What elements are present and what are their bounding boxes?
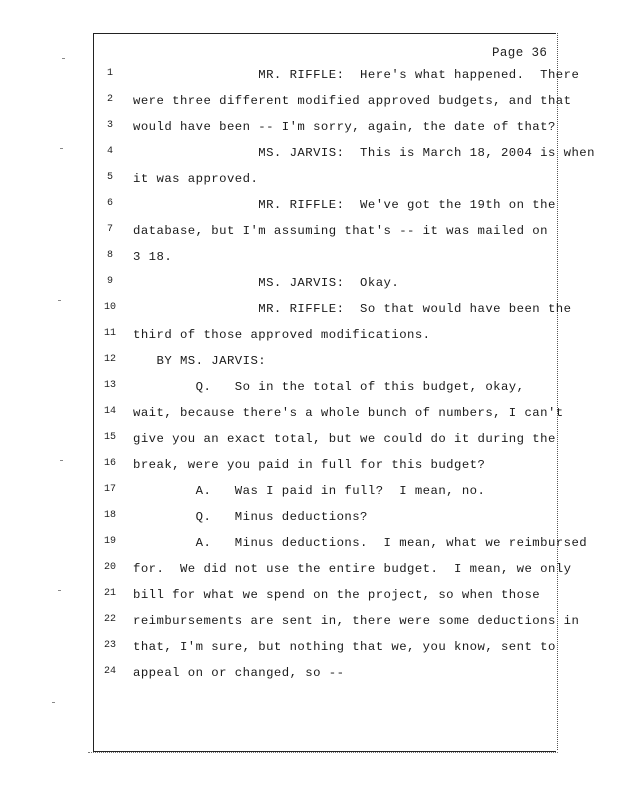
transcript-line: it was approved. — [133, 172, 259, 186]
scan-speck — [62, 58, 65, 59]
line-number: 19 — [103, 536, 116, 547]
line-number: 12 — [103, 354, 116, 365]
transcript-line: A. Minus deductions. I mean, what we reimbursed — [133, 536, 588, 550]
scan-speck — [58, 590, 61, 591]
transcript-line: for. We did not use the entire budget. I mean, we only — [133, 562, 572, 576]
transcript-line: MR. RIFFLE: Here's what happened. There — [133, 68, 580, 82]
page-bottom-edge — [88, 752, 558, 753]
line-number: 7 — [106, 224, 113, 235]
line-number: 14 — [103, 406, 116, 417]
scan-speck — [60, 148, 63, 149]
transcript-line: Q. Minus deductions? — [133, 510, 368, 524]
line-number: 21 — [103, 588, 116, 599]
line-number: 15 — [103, 432, 116, 443]
scan-speck — [58, 300, 61, 301]
line-number: 13 — [103, 380, 116, 391]
line-number: 2 — [106, 94, 113, 105]
transcript-line: third of those approved modifications. — [133, 328, 431, 342]
transcript-line: database, but I'm assuming that's -- it was mailed on — [133, 224, 548, 238]
transcript-line: break, were you paid in full for this budget? — [133, 458, 486, 472]
transcript-line: wait, because there's a whole bunch of numbers, I can't — [133, 406, 564, 420]
transcript-line: Q. So in the total of this budget, okay, — [133, 380, 525, 394]
line-number: 20 — [103, 562, 116, 573]
line-number: 17 — [103, 484, 116, 495]
line-number: 3 — [106, 120, 113, 131]
line-number: 4 — [106, 146, 113, 157]
transcript-line: bill for what we spend on the project, so when those — [133, 588, 541, 602]
transcript-line: would have been -- I'm sorry, again, the date of that? — [133, 120, 556, 134]
page-number: Page 36 — [492, 46, 548, 60]
line-number: 8 — [106, 250, 113, 261]
transcript-line: 3 18. — [133, 250, 173, 264]
transcript-line: A. Was I paid in full? I mean, no. — [133, 484, 486, 498]
line-number: 23 — [103, 640, 116, 651]
transcript-line: MR. RIFFLE: So that would have been the — [133, 302, 572, 316]
transcript-line: that, I'm sure, but nothing that we, you know, sent to — [133, 640, 556, 654]
transcript-line: were three different modified approved budgets, and that — [133, 94, 572, 108]
line-number: 11 — [103, 328, 116, 339]
transcript-line: MS. JARVIS: This is March 18, 2004 is when — [133, 146, 595, 160]
line-number: 24 — [103, 666, 116, 677]
transcript-line: MR. RIFFLE: We've got the 19th on the — [133, 198, 556, 212]
transcript-line: BY MS. JARVIS: — [133, 354, 267, 368]
line-number: 9 — [106, 276, 113, 287]
transcript-line: reimbursements are sent in, there were some deductions in — [133, 614, 580, 628]
line-number: 6 — [106, 198, 113, 209]
scan-speck — [52, 702, 55, 703]
line-number: 22 — [103, 614, 116, 625]
line-number: 18 — [103, 510, 116, 521]
transcript-line: give you an exact total, but we could do it during the — [133, 432, 556, 446]
transcript-line: MS. JARVIS: Okay. — [133, 276, 400, 290]
page-right-edge — [557, 33, 558, 750]
line-number: 10 — [103, 302, 116, 313]
line-number: 5 — [106, 172, 113, 183]
line-number: 16 — [103, 458, 116, 469]
transcript-line: appeal on or changed, so -- — [133, 666, 345, 680]
scan-speck — [60, 460, 63, 461]
line-number: 1 — [106, 68, 113, 79]
